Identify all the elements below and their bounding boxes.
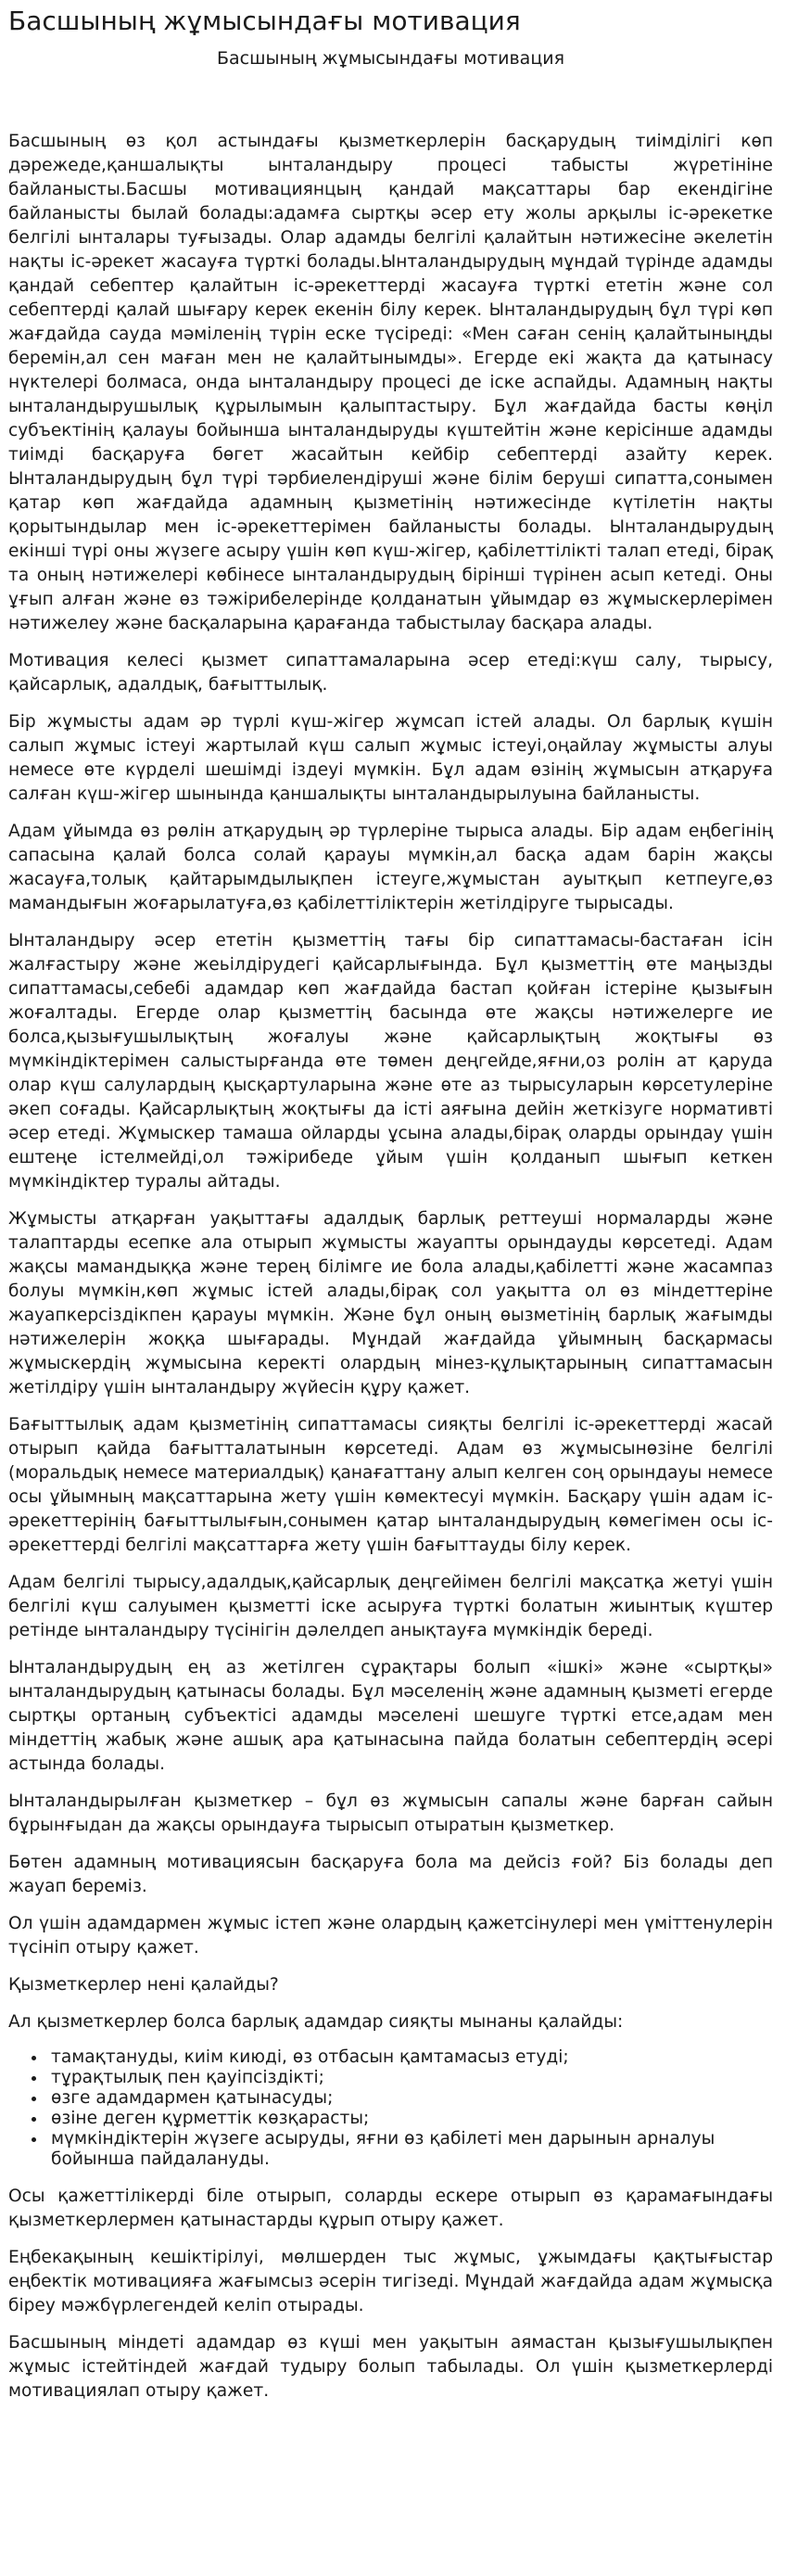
paragraph: Бір жұмысты адам әр түрлі күш-жігер жұмсап істей алады. Ол барлық күшін салып жұмыс істеуі жартылай күш салып жұмыс істеуі,оңайлау жұмысты алуы немесе өте күрделі шешімді іздеуі мүмкін. Бұл адам өзінің жұмысын атқаруға салған күш-жігер шынында қаншалықты ынталандырылуына байланысты.	[8, 712, 773, 804]
paragraph: Ол үшін адамдармен жұмыс істеп және олардың қажетсінулері мен үміттенулерін түсініп отыру қажет.	[8, 1914, 773, 1958]
paragraph: Бағыттылық адам қызметінің сипаттамасы сияқты белгілі іс-әрекеттерді жасай отырып қайда бағытталатынын көрсетеді. Адам өз жұмысынөзіне белгілі (моральдық немесе материалдық) қанағаттану алып келген соң орындауы немесе осы ұйымның мақсаттарына жету үшін көмектесуі мүмкін. Басқару үшін адам іс-әрекеттерінің бағыттылығын,сонымен қатар ынталандырудың көмегімен осы іс-әрекеттерді белгілі мақсаттарға жету үшін бағыттауды білу керек.	[8, 1415, 773, 1555]
document-body	[8, 130, 773, 2404]
document-subtitle: Басшының жұмысындағы мотивация	[216, 48, 565, 69]
paragraph: Осы қажеттілікерді біле отырып, соларды ескере отырып өз қарамағындағы қызметкерлермен қатынастарды құрып отыру қажет.	[8, 2187, 773, 2230]
paragraph: Басшының міндеті адамдар өз күші мен уақытын аямастан қызығушылықпен жұмыс істейтіндей жағдай тудыру болып табылады. Ол үшін қызметкерлерді мотивациялап отыру қажет.	[8, 2333, 773, 2401]
list-intro: Ал қызметкерлер болса барлық адамдар сияқты мынаны қалайды:	[8, 2012, 624, 2032]
list-item: • тұрақтылық пен қауіпсіздікті;	[47, 2068, 773, 2088]
list-item: • өзіне деген құрметтік көзқарасты;	[47, 2109, 773, 2129]
paragraph: Ынталандыру әсер ететін қызметтің тағы бір сипаттамасы-бастаған ісін жалғастыру және жеьілдірудегі қайсарлығында. Бұл қызметтің өте маңызды сипаттамасы,себебі адамдар көп жағдайда бастап қойған істеріне қызығын жоғалтады. Егерде олар қызметтің басында өте жақсы нәтижелерге ие болса,қызығушылықтың жоғалуы және қайсарлықтың жоқтығы өз мүмкіндіктерімен салыстырғанда өте төмен деңгейде,яғни,оз ролін ат қаруда олар күш салулардың қысқартуларына және өте аз тырысуларын көрсетулеріне әкеп соғады. Қайсарлықтың жоқтығы да істі аяғына дейін жеткізуге нормативті әсер етеді. Жұмыскер тамаша ойларды ұсына алады,бірақ оларды орындау үшін ештеңе істелмейді,ол тәжірибеде ұйым үшін қолданып шығып кеткен мүмкіндіктер туралы айтады.	[8, 931, 773, 1192]
paragraph: Адам ұйымда өз рөлін атқарудың әр түрлеріне тырыса алады. Бір адам еңбегінің сапасына қалай болса солай қарауы мүмкін,ал басқа адам барін жақсы жасауға,толық қайтарымдылықпен істеуге,жұмыстан ауытқып кетпеуге,өз мамандығын жоғарылатуға,өз қабілеттіліктерін жетілдіруге тырысады.	[8, 822, 773, 913]
question-heading: Қызметкерлер нені қалайды?	[8, 1975, 279, 1995]
list-item: • тамақтануды, киім киюді, өз отбасын қамтамасыз етуді;	[47, 2047, 773, 2068]
paragraph: Бөтен адамның мотивациясын басқаруға бола ма дейсіз ғой? Біз болады деп жауап береміз.	[8, 1853, 773, 1896]
list-item: • өзге адамдармен қатынасуды;	[47, 2088, 773, 2109]
page-title: Басшының жұмысындағы мотивация	[8, 6, 521, 36]
list-item: • мүмкіндіктерін жүзеге асыруды, яғни өз қабілеті мен дарынын арналуы бойынша пайдалануды.	[47, 2129, 773, 2170]
paragraph: Еңбекақының кешіктірілуі, мөлшерден тыс жұмыс, ұжымдағы қақтығыстар еңбектік мотивацияға жағымсыз әсерін тигізеді. Мұндай жағдайда адам жұмысқа біреу мәжбүрлегендей келіп отырады.	[8, 2248, 773, 2315]
paragraph: Жұмысты атқарған уақыттағы адалдық барлық реттеуші нормаларды және талаптарды есепке ала отырып жұмысты жауапты орындауды көрсетеді. Адам жақсы мамандыққа және терең білімге ие бола алады,қабілетті және жасампаз болуы мүмкін,көп жұмыс істей алады,бірақ сол уақытта ол өз міндеттеріне жауапкерсіздікпен қарауы мүмкін. Және бұл оның өызметінің барлық жағымды нәтижелерін жоққа шығарады. Мұндай жағдайда ұйымның басқармасы жұмыскердің жұмысына керекті олардың мінез-құлықтарының сипаттамасын жетілдіру үшін ынталандыру жүйесін құру қажет.	[8, 1209, 773, 1397]
paragraph: Ынталандырудың ең аз жетілген сұрақтары болып «ішкі» және «сыртқы» ынталандырудың қатынасы болады. Бұл мәселенің және адамның қызметі егерде сыртқы ортаның субъектісі адамды мәселені шешуге түрткі етсе,адам мен міндеттің жабық және ашық ара қатынасына пайда болатын себептердің әсері астында болады.	[8, 1658, 773, 1774]
paragraph: Ынталандырылған қызметкер – бұл өз жұмысын сапалы және барған сайын бұрынғыдан да жақсы орындауға тырысып отыратын қызметкер.	[8, 1792, 773, 1835]
document-page	[0, 6, 785, 2404]
paragraph: Мотивация келесі қызмет сипаттамаларына әсер етеді:күш салу, тырысу, қайсарлық, адалдық, бағыттылық.	[8, 651, 773, 695]
needs-list	[8, 2047, 773, 2170]
paragraph: Адам белгілі тырысу,адалдық,қайсарлық деңгейімен белгілі мақсатқа жетуі үшін белгілі күш салуымен қызметті іске асыруға түрткі болатын жиынтық күштер ретінде ынталандыру түсінігін дәлелдеп анықтауға мүмкіндік береді.	[8, 1573, 773, 1640]
paragraph: Басшының өз қол астындағы қызметкерлерін басқарудың тиімділігі көп дәрежеде,қаншалықты ынталандыру процесі табысты жүретініне байланысты.Басшы мотивациянцың қандай мақсаттары бар екендігіне байланысты былай болады:адамға сыртқы әсер ету жолы арқылы іс-әрекетке белгілі ынталары туғызады. Олар адамды белгілі қалайтын нәтижесіне әкелетін нақты іс-әрекет жасауға түрткі болады.Ынталандырудың мұндай түрінде адамды қандай себептер қалайтын іс-әрекеттерді жасауға түрткі ететін және сол себептерді қалай шығару керек екенін білу керек. Ынталандырудың бұл түрі көп жағдайда сауда мәміленің түрін еске түсіреді: «Мен саған сенің қалайтыныңды беремін,ал сен маған мен не қалайтынымды». Егерде екі жақта да қатынасу нүктелері болмаса, онда ынталандыру процесі де іске аспайды. Адамның нақты ынталандырушылық құрылымын қалыптастыру. Бұл жағдайда басты көңіл субъектінің қалауы бойынша ынталандыруды күштейтін және керісінше адамды тиімді басқаруға бөгет жасайтын кейбір себептерді азайту керек. Ынталандырудың бұл түрі тәрбиелендіруші және білім беруші сипатта,сонымен қатар көп жағдайда адамның қызметінің нәтижесінде күтілетін нақты қорытындылар мен іс-әрекеттерімен байланысты болады. Ынталандырудың екінші түрі оны жүзеге асыру үшін көп күш-жігер, қабілеттілікті талап етеді, бірақ та оның нәтижелері көбінесе ынталандырудың бірінші түрінен асып кетеді. Оны ұғып алған және өз тәжірибелерінде қолданатын ұйымдар өз жұмыскерлерімен нәтижелеу және басқаларына қарағанда табыстылау басқара алады.	[8, 132, 773, 633]
